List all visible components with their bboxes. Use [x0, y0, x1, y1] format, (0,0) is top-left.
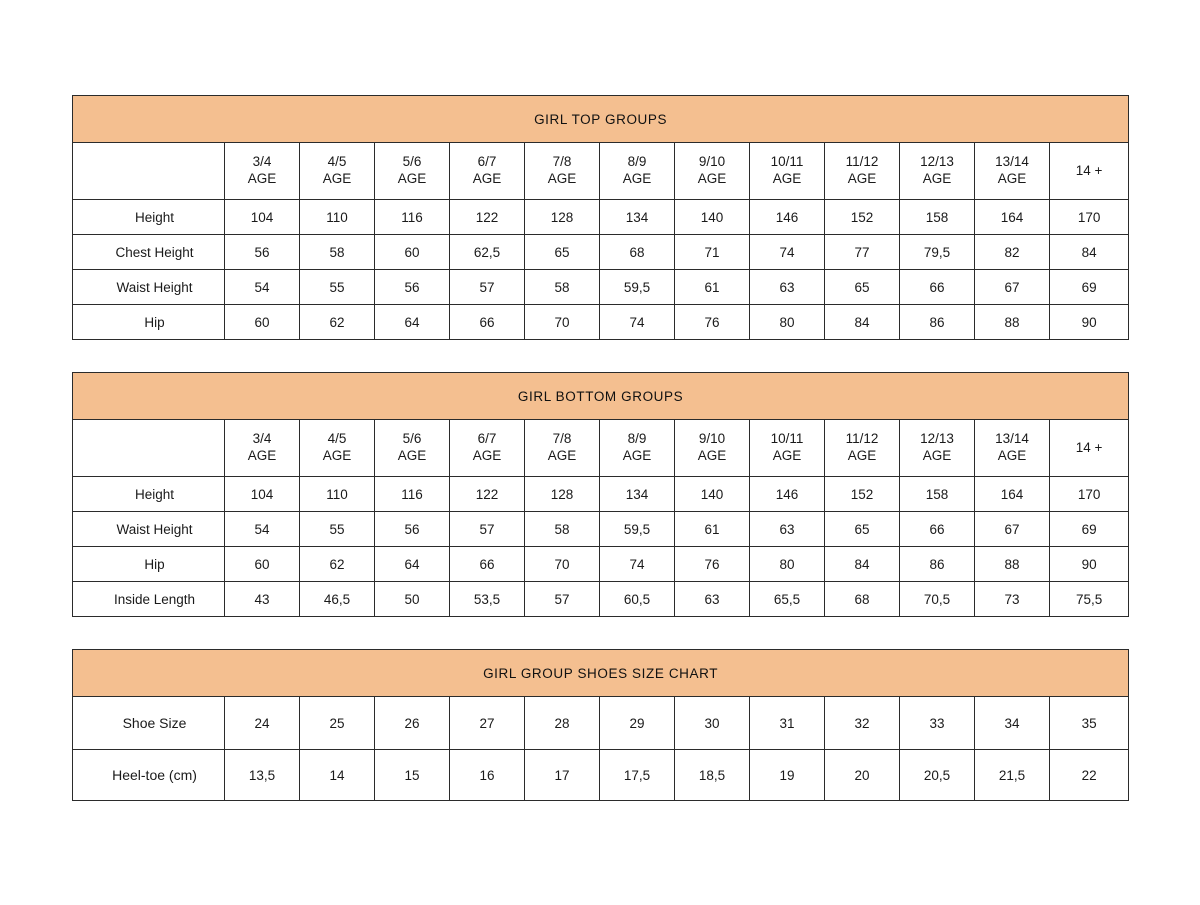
- table-cell: 146: [750, 200, 825, 235]
- column-header-line2: AGE: [922, 171, 952, 186]
- column-header-line2: AGE: [997, 448, 1027, 463]
- table-cell: 116: [375, 200, 450, 235]
- column-header: [525, 420, 600, 477]
- table-cell: 58: [525, 270, 600, 305]
- column-header: 25: [300, 697, 375, 750]
- table-cell: 55: [300, 512, 375, 547]
- column-header: [450, 143, 525, 200]
- table-cell: 80: [750, 547, 825, 582]
- column-header-line1: 11/12: [845, 154, 879, 170]
- table-cell: 22: [1050, 750, 1129, 801]
- table-spacer: [72, 340, 1128, 372]
- table-cell: 152: [825, 477, 900, 512]
- table-cell: 59,5: [600, 512, 675, 547]
- table-title-row: [73, 96, 1129, 143]
- table-header-row: [73, 143, 1129, 200]
- column-header-line1: 3/4: [252, 431, 272, 447]
- table-row: [73, 305, 1129, 340]
- table-cell: 90: [1050, 547, 1129, 582]
- table-row: [73, 512, 1129, 547]
- table-cell: 57: [450, 512, 525, 547]
- row-label: Heel-toe (cm): [73, 750, 225, 801]
- column-header: 29: [600, 697, 675, 750]
- table-cell: 64: [375, 547, 450, 582]
- table-cell: 16: [450, 750, 525, 801]
- table-cell: 67: [975, 512, 1050, 547]
- table-cell: 116: [375, 477, 450, 512]
- column-header: [750, 143, 825, 200]
- column-header-line1: 9/10: [698, 154, 726, 170]
- table-cell: 15: [375, 750, 450, 801]
- table-cell: 63: [675, 582, 750, 617]
- column-header: [1050, 420, 1129, 477]
- column-header: [900, 143, 975, 200]
- table-cell: 57: [525, 582, 600, 617]
- table-cell: 56: [225, 235, 300, 270]
- row-label: Hip: [73, 305, 225, 340]
- column-header-line1: 14 +: [1075, 439, 1103, 455]
- column-header: [900, 420, 975, 477]
- girl-bottom-groups-table: [72, 372, 1129, 617]
- table-cell: 146: [750, 477, 825, 512]
- table-cell: 68: [825, 582, 900, 617]
- column-header: 31: [750, 697, 825, 750]
- table-cell: 74: [600, 547, 675, 582]
- column-header-line2: AGE: [397, 171, 427, 186]
- column-header: 26: [375, 697, 450, 750]
- table-cell: 46,5: [300, 582, 375, 617]
- table-cell: 60: [225, 547, 300, 582]
- table-cell: 43: [225, 582, 300, 617]
- column-header: 30: [675, 697, 750, 750]
- table-cell: 82: [975, 235, 1050, 270]
- table-cell: 60: [225, 305, 300, 340]
- column-header-line1: 12/13: [920, 431, 954, 447]
- column-header-line2: AGE: [547, 171, 577, 186]
- column-header-line2: AGE: [547, 448, 577, 463]
- table-row: [73, 477, 1129, 512]
- row-label: Inside Length: [73, 582, 225, 617]
- column-header: [1050, 143, 1129, 200]
- table-cell: 66: [450, 305, 525, 340]
- column-header-line2: AGE: [247, 448, 277, 463]
- table-cell: 62: [300, 305, 375, 340]
- table-cell: 88: [975, 305, 1050, 340]
- table-row: [73, 270, 1129, 305]
- table-cell: 110: [300, 200, 375, 235]
- table-cell: 79,5: [900, 235, 975, 270]
- column-header-line1: 13/14: [995, 154, 1029, 170]
- column-header-line2: AGE: [847, 171, 877, 186]
- table-cell: 63: [750, 270, 825, 305]
- table-cell: 69: [1050, 512, 1129, 547]
- table-title-row: [73, 650, 1129, 697]
- column-header-line1: 4/5: [327, 431, 347, 447]
- column-header-line1: 11/12: [845, 431, 879, 447]
- table-cell: 75,5: [1050, 582, 1129, 617]
- table-cell: 76: [675, 547, 750, 582]
- column-header: 34: [975, 697, 1050, 750]
- column-header-line1: 10/11: [770, 431, 804, 447]
- column-header: [225, 143, 300, 200]
- column-header-line1: 8/9: [627, 154, 647, 170]
- table-cell: 70,5: [900, 582, 975, 617]
- table-cell: 58: [525, 512, 600, 547]
- table-cell: 110: [300, 477, 375, 512]
- table-title: GIRL BOTTOM GROUPS: [73, 373, 1129, 420]
- table-cell: 73: [975, 582, 1050, 617]
- table-cell: 152: [825, 200, 900, 235]
- column-header-line2: AGE: [622, 448, 652, 463]
- table-cell: 70: [525, 547, 600, 582]
- table-title: GIRL TOP GROUPS: [73, 96, 1129, 143]
- table-cell: 122: [450, 200, 525, 235]
- table-cell: 57: [450, 270, 525, 305]
- column-header: [825, 420, 900, 477]
- table-cell: 80: [750, 305, 825, 340]
- table-cell: 54: [225, 512, 300, 547]
- table-cell: 69: [1050, 270, 1129, 305]
- column-header-line1: 7/8: [552, 154, 572, 170]
- column-header: 32: [825, 697, 900, 750]
- table-cell: 158: [900, 200, 975, 235]
- table-cell: 140: [675, 477, 750, 512]
- column-header-line2: AGE: [397, 448, 427, 463]
- row-label: Shoe Size: [73, 697, 225, 750]
- column-header-line2: AGE: [322, 171, 352, 186]
- column-header-line1: 4/5: [327, 154, 347, 170]
- column-header-line2: AGE: [847, 448, 877, 463]
- column-header-line2: AGE: [772, 171, 802, 186]
- table-header-row: [73, 420, 1129, 477]
- table-cell: 56: [375, 270, 450, 305]
- column-header-line2: AGE: [997, 171, 1027, 186]
- table-cell: 60: [375, 235, 450, 270]
- table-cell: 50: [375, 582, 450, 617]
- column-header-line1: 5/6: [402, 431, 422, 447]
- table-cell: 104: [225, 477, 300, 512]
- table-cell: 61: [675, 270, 750, 305]
- table-cell: 62: [300, 547, 375, 582]
- column-header: [975, 143, 1050, 200]
- table-cell: 65: [825, 270, 900, 305]
- table-spacer: [72, 617, 1128, 649]
- table-cell: 55: [300, 270, 375, 305]
- table-row: [73, 200, 1129, 235]
- column-header: 33: [900, 697, 975, 750]
- table-cell: 70: [525, 305, 600, 340]
- header-label-cell: [73, 143, 225, 200]
- table-row: [73, 235, 1129, 270]
- column-header-line1: 6/7: [477, 154, 497, 170]
- table-cell: 63: [750, 512, 825, 547]
- table-cell: 66: [900, 512, 975, 547]
- column-header-line1: 10/11: [770, 154, 804, 170]
- column-header: [375, 420, 450, 477]
- table-title-row: [73, 373, 1129, 420]
- column-header-line2: AGE: [772, 448, 802, 463]
- table-cell: 86: [900, 305, 975, 340]
- column-header-line1: 14 +: [1075, 162, 1103, 178]
- table-cell: 158: [900, 477, 975, 512]
- table-cell: 77: [825, 235, 900, 270]
- column-header: [300, 143, 375, 200]
- table-cell: 84: [825, 305, 900, 340]
- table-cell: 14: [300, 750, 375, 801]
- table-cell: 67: [975, 270, 1050, 305]
- table-cell: 61: [675, 512, 750, 547]
- column-header: [975, 420, 1050, 477]
- column-header: [225, 420, 300, 477]
- table-cell: 86: [900, 547, 975, 582]
- table-cell: 74: [750, 235, 825, 270]
- table-cell: 71: [675, 235, 750, 270]
- column-header: [825, 143, 900, 200]
- table-cell: 18,5: [675, 750, 750, 801]
- column-header: [525, 143, 600, 200]
- table-cell: 59,5: [600, 270, 675, 305]
- column-header: [375, 143, 450, 200]
- column-header: [450, 420, 525, 477]
- table-cell: 13,5: [225, 750, 300, 801]
- table-cell: 65: [825, 512, 900, 547]
- table-cell: 19: [750, 750, 825, 801]
- column-header-line1: 7/8: [552, 431, 572, 447]
- column-header-line2: AGE: [697, 448, 727, 463]
- table-cell: 88: [975, 547, 1050, 582]
- column-header: [300, 420, 375, 477]
- column-header: 24: [225, 697, 300, 750]
- table-cell: 54: [225, 270, 300, 305]
- row-label: Height: [73, 477, 225, 512]
- table-cell: 68: [600, 235, 675, 270]
- row-label: Waist Height: [73, 270, 225, 305]
- column-header: [600, 420, 675, 477]
- table-cell: 170: [1050, 200, 1129, 235]
- girl-top-groups-table: [72, 95, 1129, 340]
- column-header-line1: 8/9: [627, 431, 647, 447]
- column-header: 27: [450, 697, 525, 750]
- column-header-line1: 3/4: [252, 154, 272, 170]
- table-cell: 84: [1050, 235, 1129, 270]
- table-row: [73, 582, 1129, 617]
- table-cell: 53,5: [450, 582, 525, 617]
- column-header-line1: 9/10: [698, 431, 726, 447]
- table-cell: 64: [375, 305, 450, 340]
- row-label: Hip: [73, 547, 225, 582]
- table-cell: 164: [975, 200, 1050, 235]
- column-header: [600, 143, 675, 200]
- table-cell: 104: [225, 200, 300, 235]
- table-cell: 84: [825, 547, 900, 582]
- table-cell: 60,5: [600, 582, 675, 617]
- table-cell: 128: [525, 477, 600, 512]
- row-label: Height: [73, 200, 225, 235]
- table-cell: 164: [975, 477, 1050, 512]
- column-header: [750, 420, 825, 477]
- table-cell: 76: [675, 305, 750, 340]
- column-header-line2: AGE: [472, 448, 502, 463]
- table-cell: 128: [525, 200, 600, 235]
- table-cell: 65,5: [750, 582, 825, 617]
- row-label: Chest Height: [73, 235, 225, 270]
- table-row: [73, 547, 1129, 582]
- column-header-line1: 12/13: [920, 154, 954, 170]
- table-row: [73, 750, 1129, 801]
- girl-group-shoes-size-chart-table: [72, 649, 1129, 801]
- table-cell: 20,5: [900, 750, 975, 801]
- column-header-line1: 13/14: [995, 431, 1029, 447]
- table-cell: 74: [600, 305, 675, 340]
- row-label: Waist Height: [73, 512, 225, 547]
- table-cell: 58: [300, 235, 375, 270]
- column-header-line1: 5/6: [402, 154, 422, 170]
- size-chart-page: [72, 95, 1128, 801]
- column-header: 28: [525, 697, 600, 750]
- shoe-size-header-row: [73, 697, 1129, 750]
- column-header-line2: AGE: [922, 448, 952, 463]
- table-title: GIRL GROUP SHOES SIZE CHART: [73, 650, 1129, 697]
- table-cell: 170: [1050, 477, 1129, 512]
- table-cell: 17,5: [600, 750, 675, 801]
- table-cell: 134: [600, 200, 675, 235]
- table-cell: 20: [825, 750, 900, 801]
- table-cell: 122: [450, 477, 525, 512]
- column-header: 35: [1050, 697, 1129, 750]
- column-header-line2: AGE: [622, 171, 652, 186]
- column-header-line2: AGE: [697, 171, 727, 186]
- header-label-cell: [73, 420, 225, 477]
- table-cell: 21,5: [975, 750, 1050, 801]
- table-cell: 17: [525, 750, 600, 801]
- table-cell: 56: [375, 512, 450, 547]
- column-header: [675, 143, 750, 200]
- table-cell: 65: [525, 235, 600, 270]
- table-cell: 134: [600, 477, 675, 512]
- column-header-line2: AGE: [472, 171, 502, 186]
- table-cell: 66: [450, 547, 525, 582]
- column-header-line1: 6/7: [477, 431, 497, 447]
- column-header-line2: AGE: [322, 448, 352, 463]
- table-cell: 140: [675, 200, 750, 235]
- table-cell: 66: [900, 270, 975, 305]
- column-header: [675, 420, 750, 477]
- table-cell: 62,5: [450, 235, 525, 270]
- table-cell: 90: [1050, 305, 1129, 340]
- column-header-line2: AGE: [247, 171, 277, 186]
